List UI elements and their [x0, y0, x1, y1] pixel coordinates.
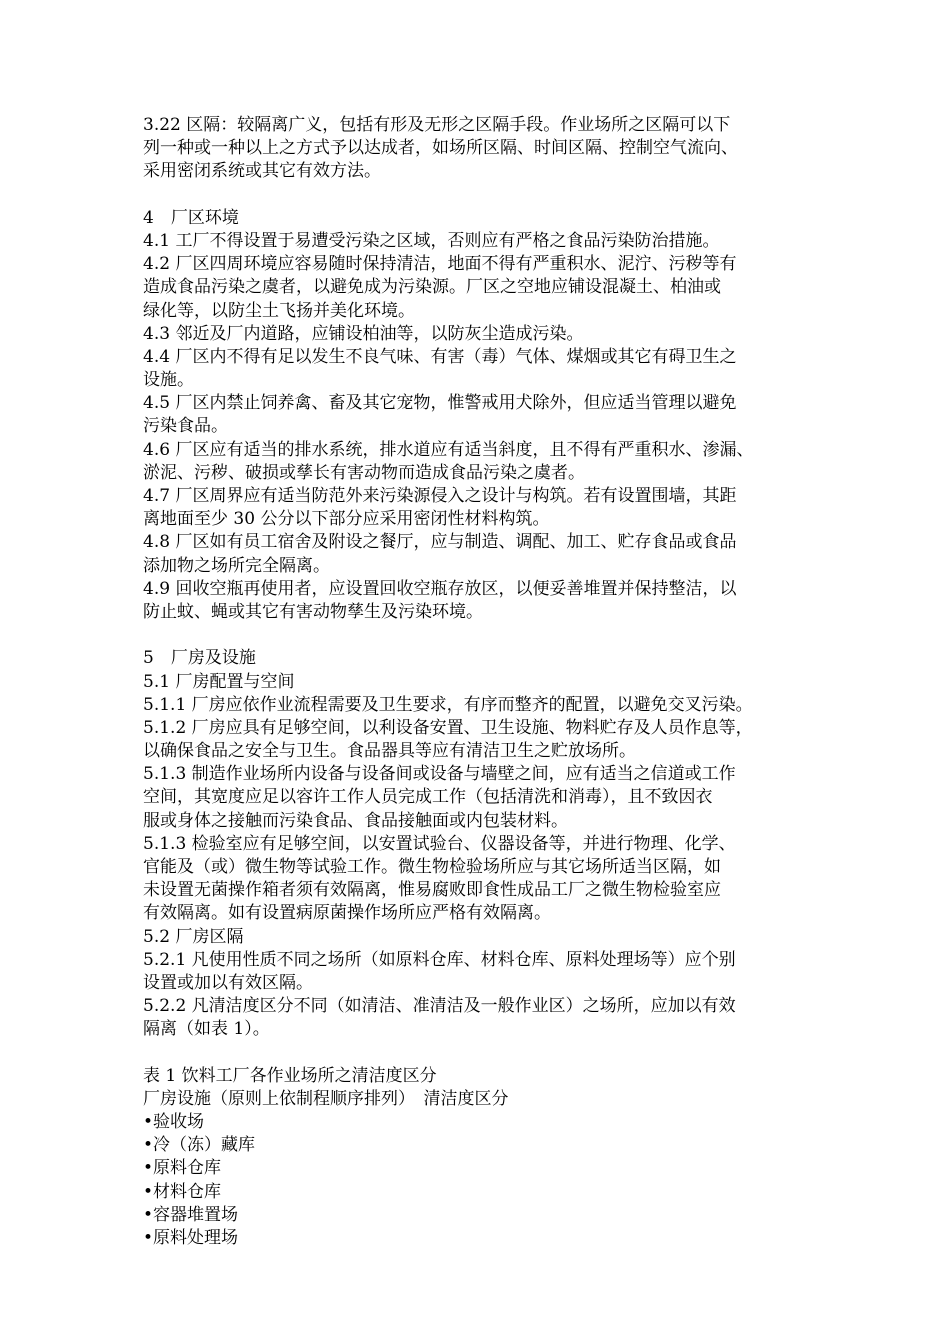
- text-line: 5.1 厂房配置与空间: [143, 671, 295, 692]
- text-line: 4.7 厂区周界应有适当防范外来污染源侵入之设计与构筑。若有设置围墙，其距: [143, 486, 737, 506]
- text-line: 5.1.3 制造作业场所内设备与设备间或设备与墙壁之间，应有适当之信道或工作: [143, 764, 736, 785]
- text-line: 设施。: [143, 370, 194, 391]
- text-line: 4.6 厂区应有适当的排水系统，排水道应有适当斜度，且不得有严重积水、渗漏、: [143, 439, 754, 460]
- text-line: •原料处理场: [143, 1228, 239, 1248]
- text-line: 5.2.1 凡使用性质不同之场所（如原料仓库、材料仓库、原料处理场等）应个别: [143, 949, 736, 970]
- text-line: 厂房设施（原则上依制程顺序排列） 清洁度区分: [143, 1088, 509, 1109]
- text-line: 4.3 邻近及厂内道路，应铺设柏油等，以防灰尘造成污染。: [143, 323, 584, 344]
- text-line: 3.22 区隔：较隔离广义，包括有形及无形之区隔手段。作业场所之区隔可以下: [143, 115, 731, 135]
- text-line: 4.2 厂区四周环境应容易随时保持清洁，地面不得有严重积水、泥泞、污秽等有: [143, 254, 737, 275]
- text-line: 5.1.2 厂房应具有足够空间，以利设备安置、卫生设施、物料贮存及人员作息等，: [143, 717, 753, 738]
- text-line: 4.4 厂区内不得有足以发生不良气味、有害（毒）气体、煤烟或其它有碍卫生之: [143, 346, 737, 367]
- text-line: 表 1 饮料工厂各作业场所之清洁度区分: [143, 1065, 437, 1086]
- text-line: •验收场: [143, 1112, 205, 1133]
- text-line: 淤泥、污秽、破损或孳长有害动物而造成食品污染之虞者。: [143, 462, 585, 483]
- blank-line: [143, 1042, 815, 1065]
- text-line: 以确保食品之安全与卫生。食品器具等应有清洁卫生之贮放场所。: [143, 741, 636, 762]
- blank-line: [143, 624, 815, 647]
- text-line: 绿化等，以防尘土飞扬并美化环境。: [143, 300, 415, 321]
- text-line: 离地面至少 30 公分以下部分应采用密闭性材料构筑。: [143, 509, 550, 530]
- text-line: 污染食品。: [143, 416, 228, 437]
- text-line: 采用密闭系统或其它有效方法。: [143, 161, 381, 182]
- text-line: 5.1.1 厂房应依作业流程需要及卫生要求，有序而整齐的配置，以避免交叉污染。: [143, 694, 753, 715]
- text-line: 隔离（如表 1）。: [143, 1019, 270, 1040]
- text-line: 5.2.2 凡清洁度区分不同（如清洁、准清洁及一般作业区）之场所，应加以有效: [143, 996, 736, 1017]
- text-line: 未设置无菌操作箱者须有效隔离，惟易腐败即食性成品工厂之微生物检验室应: [143, 880, 721, 901]
- text-line: 4.1 工厂不得设置于易遭受污染之区域，否则应有严格之食品污染防治措施。: [143, 230, 720, 251]
- blank-line: [143, 184, 815, 207]
- text-line: 4.8 厂区如有员工宿舍及附设之餐厅，应与制造、调配、加工、贮存食品或食品: [143, 532, 737, 553]
- text-line: 防止蚊、蝇或其它有害动物孳生及污染环境。: [143, 601, 483, 622]
- text-line: 4 厂区环境: [143, 207, 239, 228]
- document-page: [143, 114, 815, 1250]
- text-line: 空间，其宽度应足以容许工作人员完成工作（包括清洗和消毒），且不致因衣: [143, 787, 713, 808]
- text-line: 服或身体之接触而污染食品、食品接触面或内包装材料。: [143, 810, 568, 831]
- text-line: 官能及（或）微生物等试验工作。微生物检验场所应与其它场所适当区隔，如: [143, 857, 721, 877]
- text-line: 5.1.3 检验室应有足够空间，以安置试验台、仪器设备等，并进行物理、化学、: [143, 833, 736, 854]
- text-line: 造成食品污染之虞者，以避免成为污染源。厂区之空地应铺设混凝土、柏油或: [143, 277, 721, 298]
- text-line: •原料仓库: [143, 1158, 222, 1179]
- text-line: •材料仓库: [143, 1181, 222, 1202]
- text-line: 5.2 厂房区隔: [143, 926, 244, 947]
- text-line: •容器堆置场: [143, 1204, 239, 1225]
- text-line: 5 厂房及设施: [143, 648, 256, 669]
- text-line: 添加物之场所完全隔离。: [143, 555, 330, 576]
- text-line: 有效隔离。如有设置病原菌操作场所应严格有效隔离。: [143, 903, 551, 924]
- text-line: •冷（冻）藏库: [143, 1135, 256, 1156]
- text-line: 4.5 厂区内禁止饲养禽、畜及其它宠物，惟警戒用犬除外，但应适当管理以避免: [143, 393, 737, 414]
- text-line: 列一种或一种以上之方式予以达成者，如场所区隔、时间区隔、控制空气流向、: [143, 138, 738, 159]
- text-line: 设置或加以有效区隔。: [143, 972, 313, 993]
- text-line: 4.9 回收空瓶再使用者，应设置回收空瓶存放区，以便妥善堆置并保持整洁，以: [143, 578, 737, 599]
